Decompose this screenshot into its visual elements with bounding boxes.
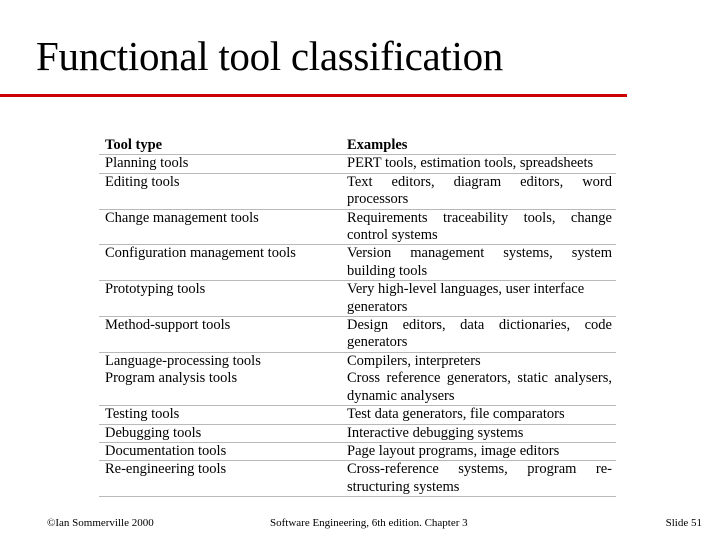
header-examples: Examples [347, 137, 408, 153]
examples-cell: Interactive debugging systems [341, 424, 616, 442]
table-row [99, 370, 616, 405]
table-header-row [99, 137, 616, 155]
tool-type-cell: Debugging tools [99, 424, 341, 442]
tool-type-cell: Editing tools [99, 173, 341, 209]
tool-type-cell: Change management tools [99, 209, 341, 245]
footer-book-reference: Software Engineering, 6th edition. Chapter 3 [270, 517, 468, 529]
footer-copyright: ©Ian Sommerville 2000 [47, 517, 154, 529]
tool-type-cell: Program analysis tools [105, 370, 238, 387]
examples-cell: Cross-reference systems, program re-structuring systems [341, 461, 616, 497]
table-row [99, 461, 616, 497]
table-row [99, 406, 616, 424]
examples-cell: Text editors, diagram editors, word processors [341, 173, 616, 209]
table-row [99, 209, 616, 245]
examples-cell: Very high-level languages, user interface generators [341, 281, 616, 317]
tool-type-cell: Re-engineering tools [99, 461, 341, 497]
tool-type-cell: Configuration management tools [99, 245, 341, 281]
tool-classification-table [99, 137, 616, 497]
examples-cell: Design editors, data dictionaries, code generators [341, 317, 616, 353]
examples-cell: Page layout programs, image editors [341, 442, 616, 460]
tool-classification-table-container [99, 137, 616, 503]
tool-type-cell: Planning tools [99, 155, 341, 173]
header-tool-type: Tool type [105, 137, 163, 153]
tool-type-cell: Prototyping tools [99, 281, 341, 317]
table-row [99, 155, 616, 173]
table-row [99, 317, 616, 353]
tool-type-cell: Testing tools [99, 406, 341, 424]
table-row [99, 245, 616, 281]
examples-cell: Test data generators, file comparators [341, 406, 616, 424]
table-row [99, 173, 616, 209]
title-underline [0, 94, 627, 97]
table-row [99, 424, 616, 442]
examples-cell: Requirements traceability tools, change control systems [341, 209, 616, 245]
table-row [99, 281, 616, 317]
table-row [99, 352, 616, 370]
slide-title: Functional tool classification [36, 33, 503, 79]
tool-type-cell: Language-processing tools [99, 352, 341, 370]
tool-type-cell: Method-support tools [99, 317, 341, 353]
table-row [99, 442, 616, 460]
examples-cell: Cross reference generators, static analysers, dynamic analysers [347, 370, 612, 404]
examples-cell: Version management systems, system building tools [341, 245, 616, 281]
footer-slide-number: Slide 51 [665, 517, 702, 529]
examples-cell: PERT tools, estimation tools, spreadsheets [341, 155, 616, 173]
examples-cell: Compilers, interpreters [341, 352, 616, 370]
tool-type-cell: Documentation tools [99, 442, 341, 460]
